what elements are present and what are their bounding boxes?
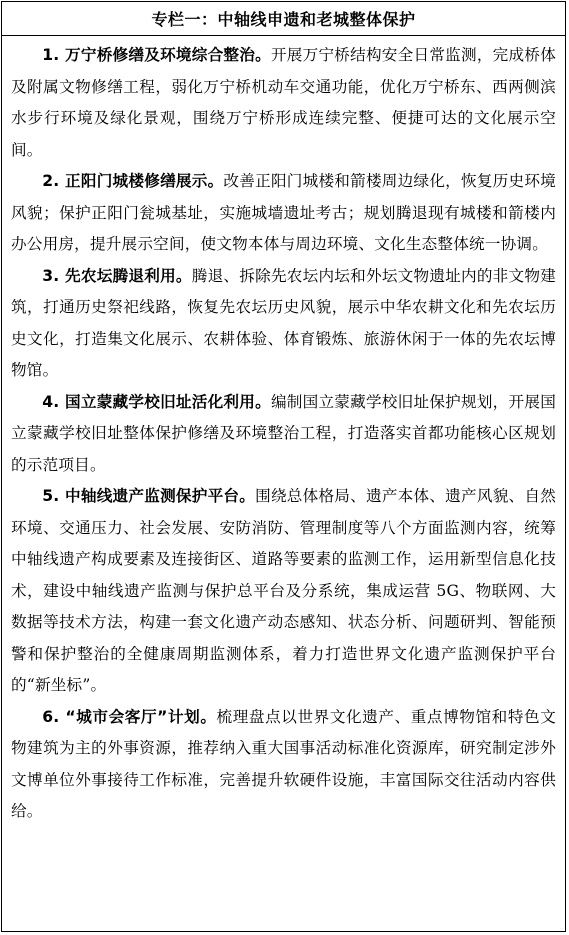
- item-3: [11, 261, 556, 387]
- item-heading: 3. 先农坛腾退利用。: [42, 266, 192, 285]
- item-heading: 2. 正阳门城楼修缮展示。: [42, 172, 224, 190]
- item-body: 腾退、拆除先农坛内坛和外坛文物遗址内的非文物建筑，打通历史祭祀线路，恢复先农坛历史风貌，展示中华农耕文化和先农坛历史文化，打造集文化展示、农耕体验、体育锻炼、旅游休闲于一体的先农坛博物馆。: [11, 266, 556, 379]
- item-6: [11, 702, 556, 828]
- item-2: [11, 166, 556, 261]
- item-heading: 5. 中轴线遗产监测保护平台。: [42, 487, 256, 505]
- item-body: 改善正阳门城楼和箭楼周边绿化，恢复历史环境风貌；保护正阳门瓮城基址，实施城墙遗址考古；规划腾退现有城楼和箭楼内办公用房，提升展示空间，使文物本体与周边环境、文化生态整体统一协调。: [11, 172, 556, 253]
- item-heading: 1. 万宁桥修缮及环境综合整治。: [42, 46, 271, 64]
- box-title: 专栏一：中轴线申遗和老城整体保护: [2, 2, 565, 36]
- item-body: 梳理盘点以世界文化遗产、重点博物馆和特色文物建筑为主的外事资源，推荐纳入重大国事活动标准化资源库，研究制定涉外文博单位外事接待工作标准，完善提升软硬件设施，丰富国际交往活动内容供给。: [11, 707, 556, 820]
- item-heading: 6. “城市会客厅”计划。: [42, 707, 217, 726]
- item-body: 编制国立蒙藏学校旧址保护规划，开展国立蒙藏学校旧址整体保护修缮及环境整治工程，打造落实首都功能核心区规划的示范项目。: [11, 392, 556, 474]
- item-body: 围绕总体格局、遗产本体、遗产风貌、自然环境、交通压力、社会发展、安防消防、管理制度等八个方面监测内容，统筹中轴线遗产构成要素及连接街区、道路等要素的监测工作，运用新型信息化技术，建设中轴线遗产监测与保护总平台及分系统，集成运营 5G、物联网、大数据等技术方法，构建一套文化遗产动态感知、状态分析、问题研判、智能预警和保护整治的全健康周期监测体系，着力打造世界文化遗产监测保护平台的“新坐标”。: [11, 487, 556, 694]
- item-5: [11, 481, 556, 702]
- box-content: [2, 36, 565, 828]
- item-1: [11, 40, 556, 166]
- item-4: [11, 387, 556, 482]
- item-body: 开展万宁桥结构安全日常监测，完成桥体及附属文物修缮工程，弱化万宁桥机动车交通功能，优化万宁桥东、西两侧滨水步行环境及绿化景观，围绕万宁桥形成连续完整、便捷可达的文化展示空间。: [11, 46, 556, 159]
- item-heading: 4. 国立蒙藏学校旧址活化利用。: [42, 392, 271, 411]
- sidebar-box: [1, 1, 566, 932]
